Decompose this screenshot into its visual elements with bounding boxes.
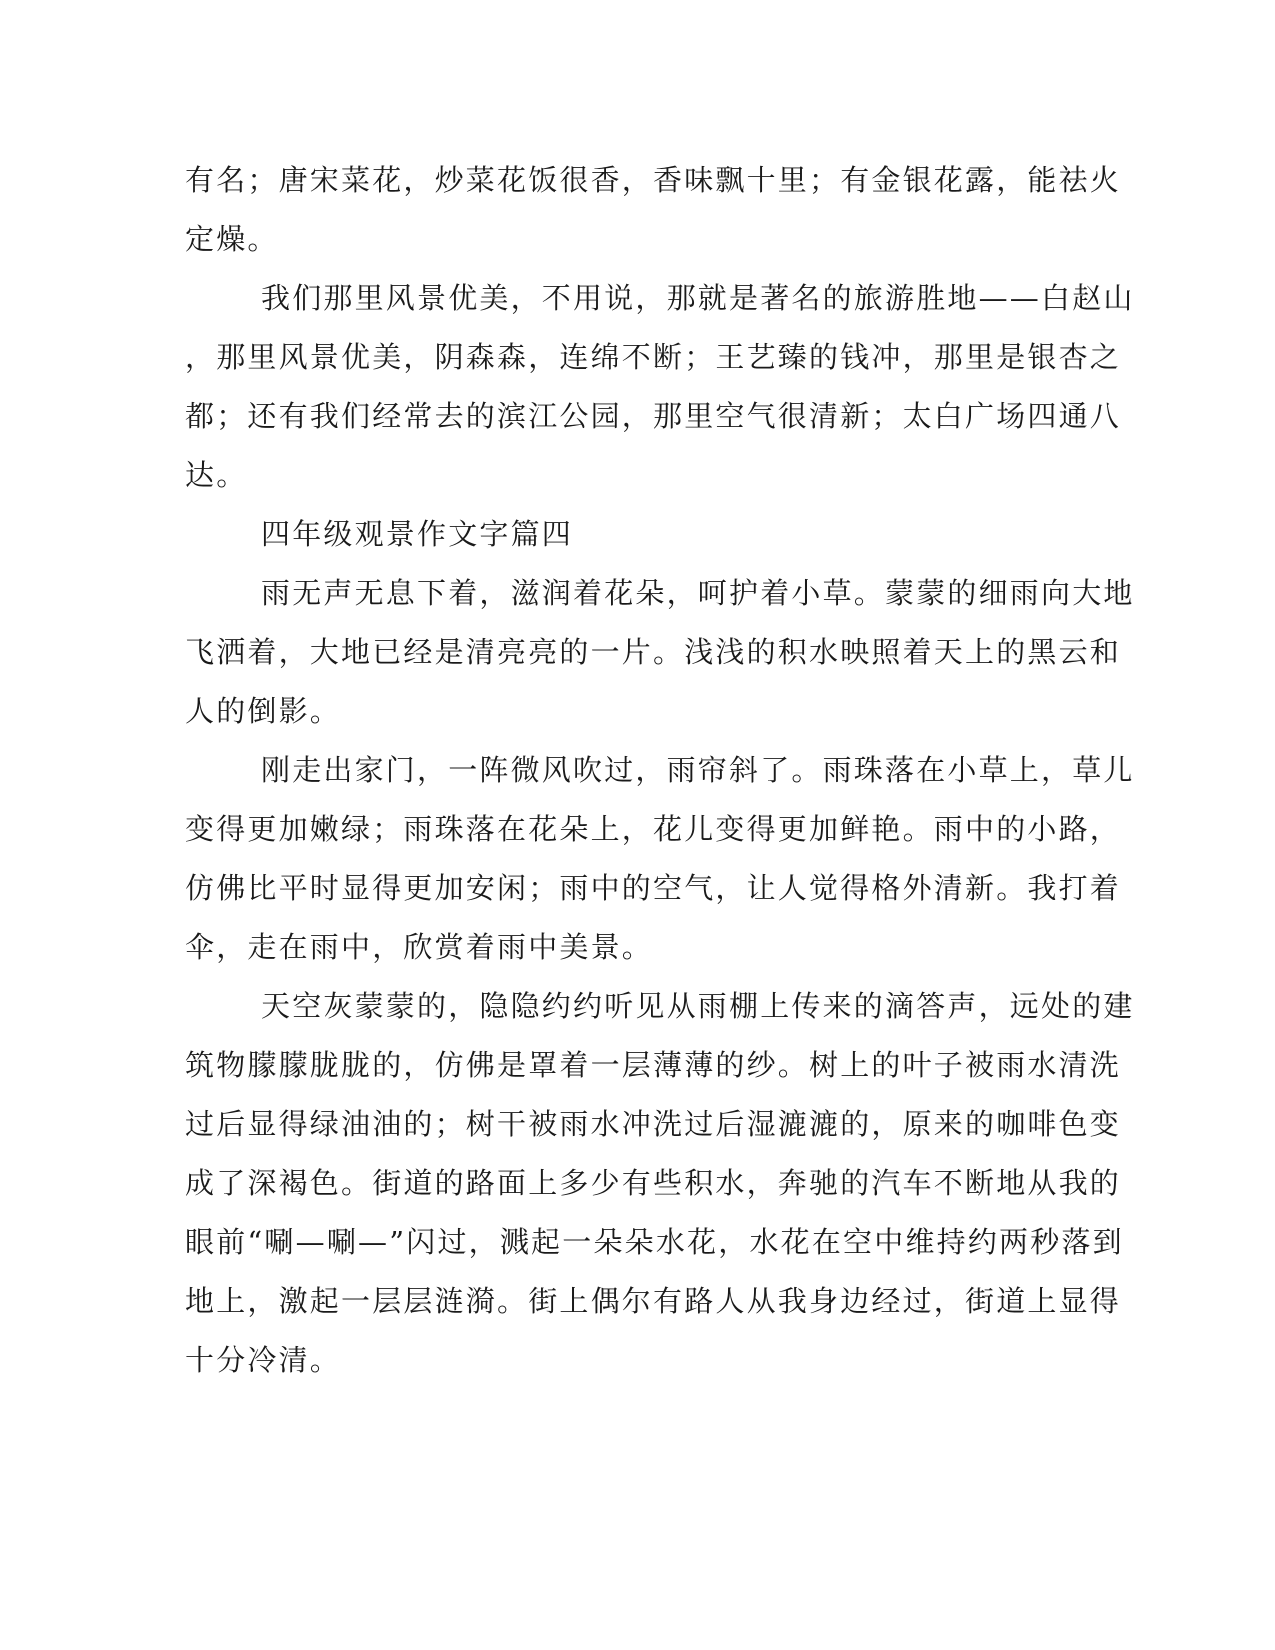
text-line: 地上，激起一层层涟漪。街上偶尔有路人从我身边经过，街道上显得 <box>185 1284 1122 1318</box>
text-line: 十分冷清。 <box>185 1343 342 1377</box>
text-line: 都；还有我们经常去的滨江公园，那里空气很清新；太白广场四通八 <box>185 399 1122 433</box>
text-line: 成了深褐色。街道的路面上多少有些积水，奔驰的汽车不断地从我的 <box>185 1166 1122 1200</box>
text-line: 仿佛比平时显得更加安闲；雨中的空气，让人觉得格外清新。我打着 <box>185 871 1122 905</box>
text-line: 飞洒着，大地已经是清亮亮的一片。浅浅的积水映照着天上的黑云和 <box>185 635 1122 669</box>
text-line: 过后显得绿油油的；树干被雨水冲洗过后湿漉漉的，原来的咖啡色变 <box>185 1107 1122 1141</box>
text-line: 眼前“唰—唰—”闪过，溅起一朵朵水花，水花在空中维持约两秒落到 <box>185 1225 1124 1259</box>
paragraph-start-line: 刚走出家门，一阵微风吹过，雨帘斜了。雨珠落在小草上，草儿 <box>261 753 1135 787</box>
text-line: 筑物朦朦胧胧的，仿佛是罩着一层薄薄的纱。树上的叶子被雨水清洗 <box>185 1048 1122 1082</box>
paragraph-start-line: 天空灰蒙蒙的，隐隐约约听见从雨棚上传来的滴答声，远处的建 <box>261 989 1135 1023</box>
text-line: 达。 <box>185 458 248 492</box>
text-line: 变得更加嫩绿；雨珠落在花朵上，花儿变得更加鲜艳。雨中的小路， <box>185 812 1122 846</box>
text-line: 有名；唐宋菜花，炒菜花饭很香，香味飘十里；有金银花露，能祛火 <box>185 163 1122 197</box>
text-line: 人的倒影。 <box>185 694 342 728</box>
text-line: ，那里风景优美，阴森森，连绵不断；王艺臻的钱冲，那里是银杏之 <box>185 340 1122 374</box>
text-line: 伞，走在雨中，欣赏着雨中美景。 <box>185 930 654 964</box>
paragraph-start-line: 我们那里风景优美，不用说，那就是著名的旅游胜地——白赵山 <box>261 281 1135 315</box>
text-line: 定燥。 <box>185 222 279 256</box>
section-heading: 四年级观景作文字篇四 <box>261 517 574 551</box>
paragraph-start-line: 雨无声无息下着，滋润着花朵，呵护着小草。蒙蒙的细雨向大地 <box>261 576 1135 610</box>
